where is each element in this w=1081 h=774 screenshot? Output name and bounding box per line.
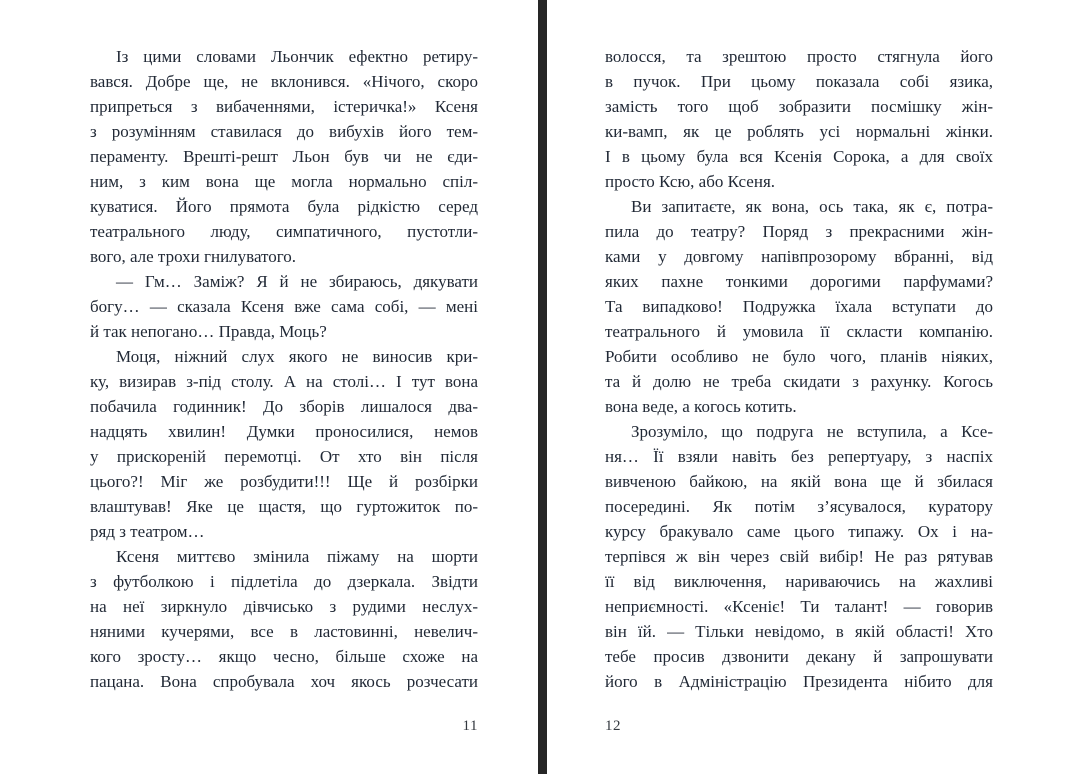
left-page-number: 11 bbox=[462, 718, 478, 734]
text-line: вого, але трохи гнилуватого. bbox=[90, 247, 297, 266]
paragraph bbox=[90, 269, 478, 344]
text-line: ку, визирав з-під столу. А на столі… І тут вона bbox=[90, 372, 478, 391]
text-line: ним, з ким вона ще могла нормально спіл- bbox=[90, 172, 478, 191]
paragraph bbox=[90, 344, 478, 544]
text-line: вона веде, а когось котить. bbox=[605, 397, 797, 416]
text-line: Зрозуміло, що подруга не вступила, а Ксе- bbox=[631, 422, 993, 441]
text-line: влаштував! Яке це щастя, що гуртожиток по- bbox=[90, 497, 478, 516]
text-line: Та випадково! Подружка їхала вступати до bbox=[605, 297, 993, 316]
text-line: вивченою байкою, на якій вона ще й збилася bbox=[605, 472, 993, 491]
text-line: у прискореній перемотці. От хто він після bbox=[90, 447, 478, 466]
text-line: в пучок. При цьому показала собі язика, bbox=[605, 72, 993, 91]
text-line: пераменту. Врешті-решт Льон був чи не єди- bbox=[90, 147, 478, 166]
paragraph bbox=[605, 419, 993, 694]
text-line: тебе просив дзвонити декану й запрошувати bbox=[605, 647, 993, 666]
text-line: посередині. Як потім з’ясувалося, куратору bbox=[605, 497, 993, 516]
text-line: — Гм… Заміж? Я й не збираюсь, дякувати bbox=[116, 272, 478, 291]
right-page[interactable] bbox=[605, 44, 993, 694]
text-line: Моця, ніжний слух якого не виносив кри- bbox=[116, 347, 478, 366]
text-line: пила до театру? Поряд з прекрасними жін- bbox=[605, 222, 993, 241]
right-page-number: 12 bbox=[605, 718, 621, 734]
text-line: курсу бракувало саме цього типажу. Ох і на- bbox=[605, 522, 993, 541]
text-line: няними кучерями, все в ластовинні, невелич- bbox=[90, 622, 478, 641]
paragraph bbox=[605, 194, 993, 419]
text-line: яких пахне тонкими дорогими парфумами? bbox=[605, 272, 993, 291]
text-line: його в Адміністрацію Президента нібито для bbox=[605, 672, 993, 691]
text-line: з футболкою і підлетіла до дзеркала. Звідти bbox=[90, 572, 478, 591]
text-line: побачила годинник! До зборів лишалося два- bbox=[90, 397, 478, 416]
text-line: вався. Добре ще, не вклонився. «Нічого, скоро bbox=[90, 72, 478, 91]
paragraph bbox=[90, 44, 478, 269]
text-line: й так непогано… Правда, Моць? bbox=[90, 322, 327, 341]
text-line: богу… — сказала Ксеня вже сама собі, — мені bbox=[90, 297, 478, 316]
text-line: терпівся ж він через свій вибір! Не раз рятував bbox=[605, 547, 993, 566]
text-line: театрального люду, симпатичного, пустотли- bbox=[90, 222, 478, 241]
text-line: ки-вамп, як це роблять усі нормальні жінки. bbox=[605, 122, 993, 141]
text-line: пацана. Вона спробувала хоч якось розчесати bbox=[90, 672, 478, 691]
text-line: з розумінням ставилася до вибухів його тем- bbox=[90, 122, 478, 141]
text-line: припреться з вибаченнями, істеричка!» Ксеня bbox=[90, 97, 478, 116]
spine-divider bbox=[538, 0, 547, 774]
text-line: на неї зиркнуло дівчисько з рудими неслух- bbox=[90, 597, 478, 616]
paragraph bbox=[90, 544, 478, 694]
paragraph bbox=[605, 44, 993, 194]
text-line: Ви запитаєте, як вона, ось така, як є, потра- bbox=[631, 197, 993, 216]
text-line: І в цьому була вся Ксенія Сорока, а для своїх bbox=[605, 147, 993, 166]
text-line: ня… Її взяли навіть без репертуару, з наспіх bbox=[605, 447, 993, 466]
text-line: цього?! Міг же розбудити!!! Ще й розбірки bbox=[90, 472, 478, 491]
text-line: кого зросту… якщо чесно, більше схоже на bbox=[90, 647, 478, 666]
text-line: надцять хвилин! Думки проносилися, немов bbox=[90, 422, 478, 441]
text-line: Робити особливо не було чого, планів ніяких, bbox=[605, 347, 993, 366]
text-line: та й долю не треба скидати з рахунку. Когось bbox=[605, 372, 993, 391]
text-line: ряд з театром… bbox=[90, 522, 205, 541]
text-line: Із цими словами Льончик ефектно ретиру- bbox=[116, 47, 478, 66]
text-line: театрального й умовила її скласти компанію. bbox=[605, 322, 993, 341]
text-line: куватися. Його прямота була рідкістю серед bbox=[90, 197, 478, 216]
text-line: волосся, та зрештою просто стягнула його bbox=[605, 47, 993, 66]
text-line: Ксеня миттєво змінила піжаму на шорти bbox=[116, 547, 478, 566]
text-line: ками у довгому напівпрозорому вбранні, від bbox=[605, 247, 993, 266]
text-line: замість того щоб зобразити посмішку жін- bbox=[605, 97, 993, 116]
left-page[interactable] bbox=[90, 44, 478, 694]
text-line: просто Ксю, або Ксеня. bbox=[605, 172, 776, 191]
text-line: він їй. — Тільки невідомо, в якій області! Хто bbox=[605, 622, 993, 641]
text-line: неприємності. «Ксеніє! Ти талант! — говорив bbox=[605, 597, 993, 616]
text-line: її від виключення, нариваючись на жахливі bbox=[605, 572, 993, 591]
